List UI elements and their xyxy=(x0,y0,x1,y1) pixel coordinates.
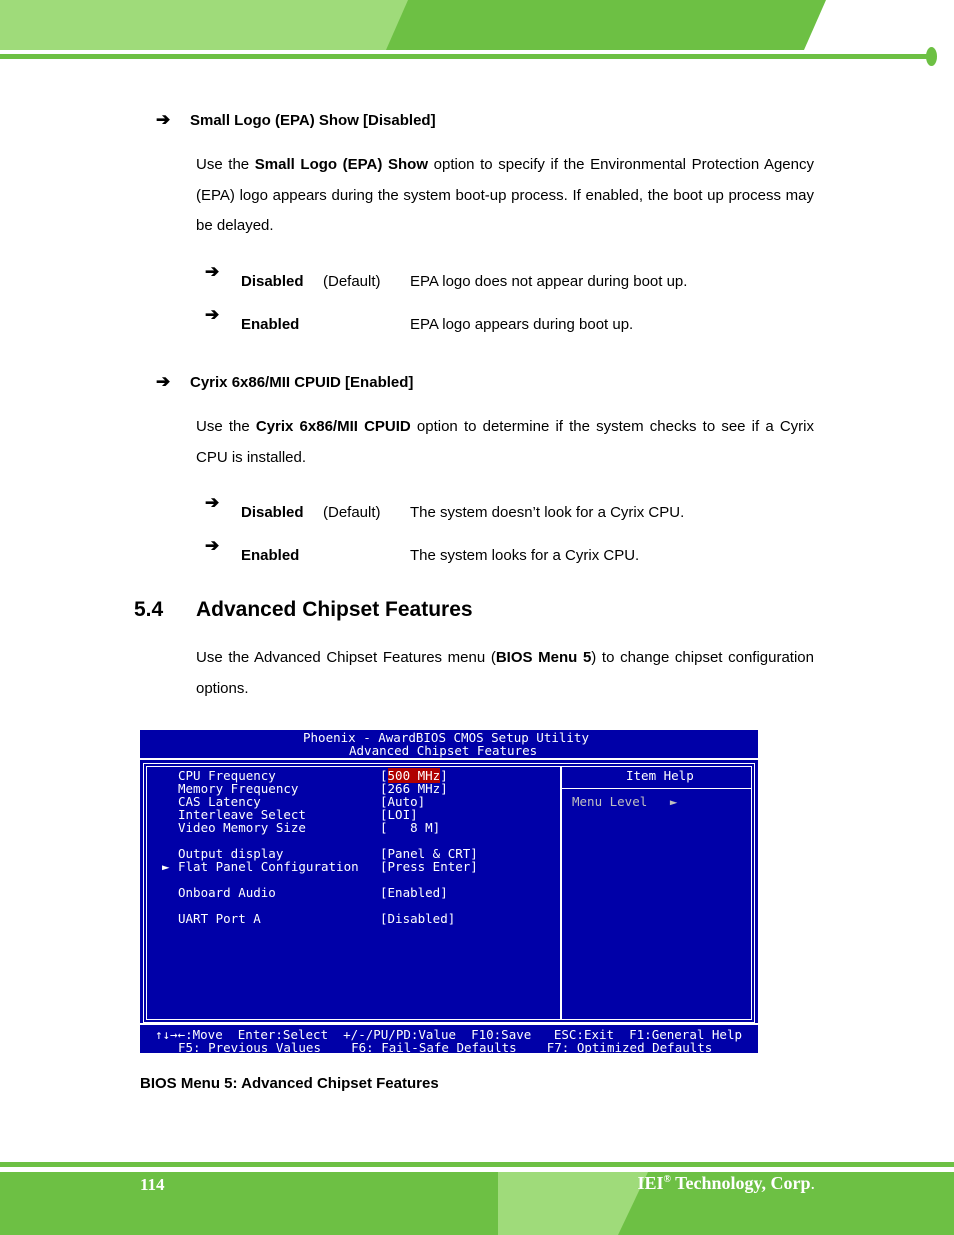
option-default: (Default) xyxy=(323,273,381,290)
footer-rule xyxy=(0,1162,954,1167)
bios-help-title: Item Help xyxy=(626,768,694,783)
section-title: Advanced Chipset Features xyxy=(196,598,473,621)
bios-item-memory-frequency[interactable]: Memory Frequency xyxy=(178,781,299,796)
option-name: Disabled xyxy=(241,273,304,290)
submenu-arrow-icon: ► xyxy=(162,859,170,874)
section-number: 5.4 xyxy=(134,598,164,621)
bios-item-onboard-audio[interactable]: Onboard Audio xyxy=(178,885,276,900)
bios-footer-rule xyxy=(140,1023,758,1025)
option-description: The system doesn’t look for a Cyrix CPU. xyxy=(410,504,685,521)
paragraph-intro: Use the Advanced Chipset Features menu (BIOS Menu 5) to change chipset configuration options. xyxy=(196,649,814,697)
bios-subtitle: Advanced Chipset Features xyxy=(349,743,538,758)
option-name: Enabled xyxy=(241,316,300,333)
bios-item-cpu-frequency[interactable]: CPU Frequency xyxy=(178,768,276,783)
arrow-icon: ➔ xyxy=(205,536,220,555)
bios-help-rule xyxy=(562,788,752,789)
bios-header-rule xyxy=(140,758,758,760)
bios-footer-keys-2: F5: Previous Values F6: Fail-Safe Defaults F7: Optimized Defaults xyxy=(178,1040,713,1055)
option-description: EPA logo appears during boot up. xyxy=(410,316,634,333)
option-title-small-logo: Small Logo (EPA) Show [Disabled] xyxy=(190,112,436,129)
bios-item-video-memory-size[interactable]: Video Memory Size xyxy=(178,820,306,835)
bios-value-uart-port-a[interactable]: [Disabled] xyxy=(380,911,456,926)
bios-value-cpu-frequency[interactable]: [500 MHz] xyxy=(380,768,448,783)
bios-value-interleave-select[interactable]: [LOI] xyxy=(380,807,418,822)
bios-screen xyxy=(140,730,758,1053)
bios-selected-value[interactable]: 500 MHz xyxy=(387,768,441,783)
header-band-light xyxy=(0,0,420,50)
option-description: The system looks for a Cyrix CPU. xyxy=(410,547,640,564)
bios-value-onboard-audio[interactable]: [Enabled] xyxy=(380,885,448,900)
bios-item-output-display[interactable]: Output display xyxy=(178,846,284,861)
bios-item-interleave-select[interactable]: Interleave Select xyxy=(178,807,306,822)
bios-value-flat-panel[interactable]: [Press Enter] xyxy=(380,859,478,874)
bios-item-uart-port-a[interactable]: UART Port A xyxy=(178,911,261,926)
bios-title: Phoenix - AwardBIOS CMOS Setup Utility xyxy=(303,730,589,745)
figure-caption: BIOS Menu 5: Advanced Chipset Features xyxy=(140,1075,439,1092)
bios-value-cas-latency[interactable]: [Auto] xyxy=(380,794,426,809)
bios-divider xyxy=(560,766,562,1020)
option-default: (Default) xyxy=(323,504,381,521)
bios-value-output-display[interactable]: [Panel & CRT] xyxy=(380,846,478,861)
arrow-icon: ➔ xyxy=(205,305,220,324)
bios-footer-keys-1: ↑↓→←:Move Enter:Select +/-/PU/PD:Value F10:Save ESC:Exit F1:General Help xyxy=(155,1027,742,1042)
option-name: Enabled xyxy=(241,547,300,564)
company-name: IEI® Technology, Corp. xyxy=(637,1173,815,1193)
arrow-icon: ➔ xyxy=(205,262,220,281)
option-description: EPA logo does not appear during boot up. xyxy=(410,273,688,290)
paragraph-cyrix: Use the Cyrix 6x86/MII CPUID option to determine if the system checks to see if a Cyrix CPU is installed. xyxy=(196,418,814,466)
arrow-icon: ➔ xyxy=(156,110,171,129)
header-rule-endcap xyxy=(926,47,937,66)
option-title-cyrix: Cyrix 6x86/MII CPUID [Enabled] xyxy=(190,374,414,391)
header-rule xyxy=(0,54,930,59)
bios-item-cas-latency[interactable]: CAS Latency xyxy=(178,794,261,809)
arrow-icon: ➔ xyxy=(205,493,220,512)
bios-value-memory-frequency[interactable]: [266 MHz] xyxy=(380,781,448,796)
bios-value-video-memory-size[interactable]: [ 8 M] xyxy=(380,820,441,835)
arrow-icon: ➔ xyxy=(156,372,171,391)
bios-menu-level: Menu Level ► xyxy=(572,794,678,809)
page-number: 114 xyxy=(140,1175,165,1194)
header-band-dark xyxy=(386,0,826,50)
paragraph-small-logo: Use the Small Logo (EPA) Show option to specify if the Environmental Protection Agency (EPA) logo appears during the system boot-up process. If enabled, the boot up process may be delayed. xyxy=(196,156,814,234)
bios-item-flat-panel[interactable]: Flat Panel Configuration xyxy=(178,859,359,874)
option-name: Disabled xyxy=(241,504,304,521)
